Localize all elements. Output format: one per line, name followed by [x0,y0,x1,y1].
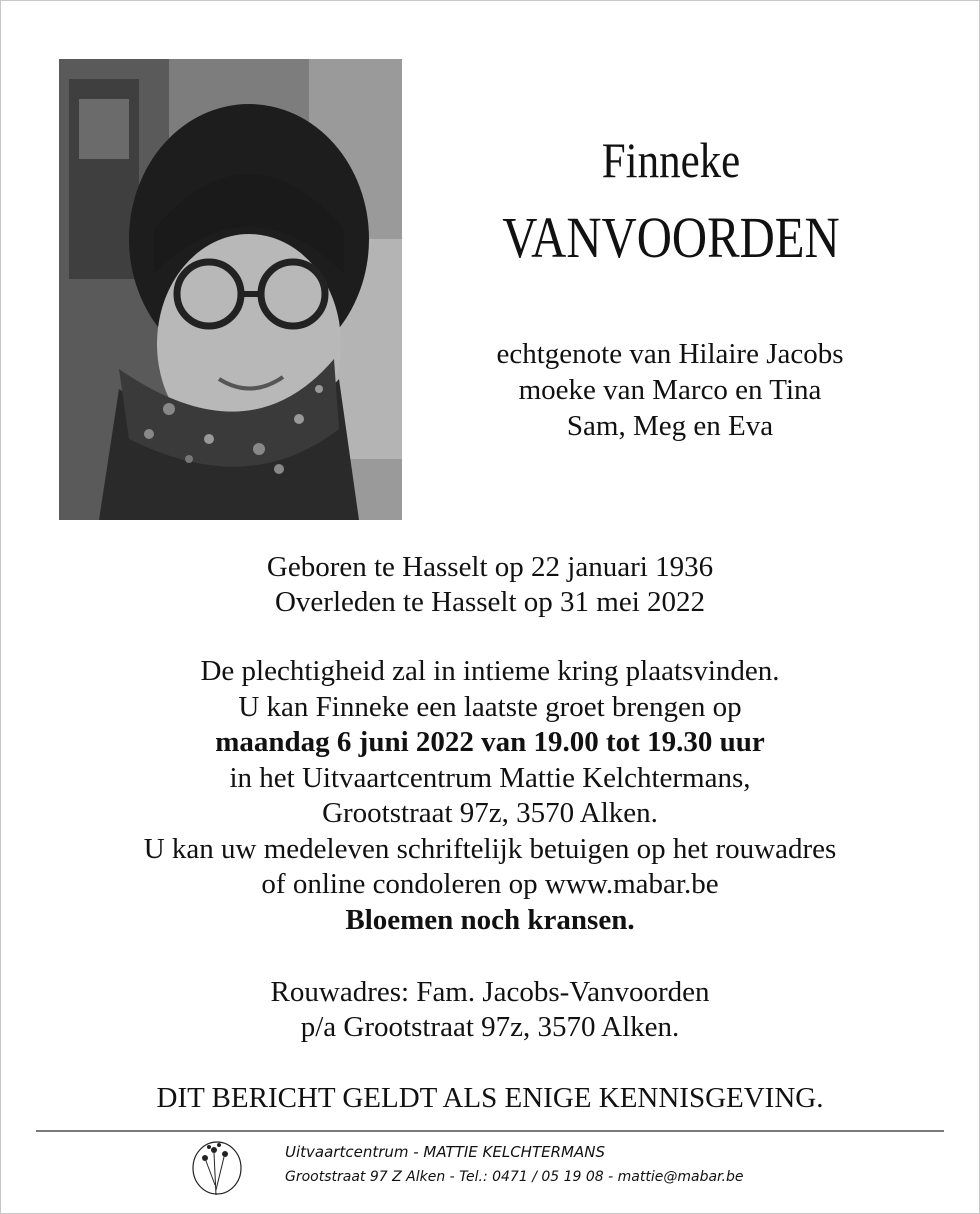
footer-company: Uitvaartcentrum - MATTIE KELCHTERMANS [285,1143,605,1161]
dates-block [0,550,980,620]
ceremony-line: of online condoleren op www.mabar.be [261,868,719,900]
birth-line: Geboren te Hasselt op 22 januari 1936 [266,551,714,583]
deceased-last-name: VANVOORDEN [502,205,840,270]
death-line: Overleden te Hasselt op 31 mei 2022 [274,586,706,618]
relation-line: Sam, Meg en Eva [566,410,774,442]
mourning-address [0,975,980,1045]
relation-line: moeke van Marco en Tina [518,374,822,406]
relation-line: echtgenote van Hilaire Jacobs [496,338,844,370]
ceremony-block [0,654,980,938]
relations-block [420,336,920,444]
footer-contact: Grootstraat 97 Z Alken - Tel.: 0471 / 05 19 08 - mattie@mabar.be [285,1169,744,1185]
notice-text: DIT BERICHT GELDT ALS ENIGE KENNISGEVING. [156,1082,824,1114]
footer-divider [36,1130,944,1132]
ceremony-line: Grootstraat 97z, 3570 Alken. [322,797,658,829]
address-line: p/a Grootstraat 97z, 3570 Alken. [300,1011,680,1043]
deceased-first-name: Finneke [601,132,741,188]
ceremony-datetime: maandag 6 juni 2022 van 19.00 tot 19.30 uur [215,726,765,758]
ceremony-line: De plechtigheid zal in intieme kring plaatsvinden. [200,655,780,687]
ceremony-line: U kan Finneke een laatste groet brengen op [238,690,742,723]
address-line: Rouwadres: Fam. Jacobs-Vanvoorden [270,976,710,1008]
ceremony-line: U kan uw medeleven schriftelijk betuigen op het rouwadres [143,832,837,865]
ceremony-line: in het Uitvaartcentrum Mattie Kelchtermans, [229,761,751,794]
no-flowers-note: Bloemen noch kransen. [345,903,635,936]
flower-logo-icon [188,1135,268,1201]
portrait-photo [59,59,402,520]
